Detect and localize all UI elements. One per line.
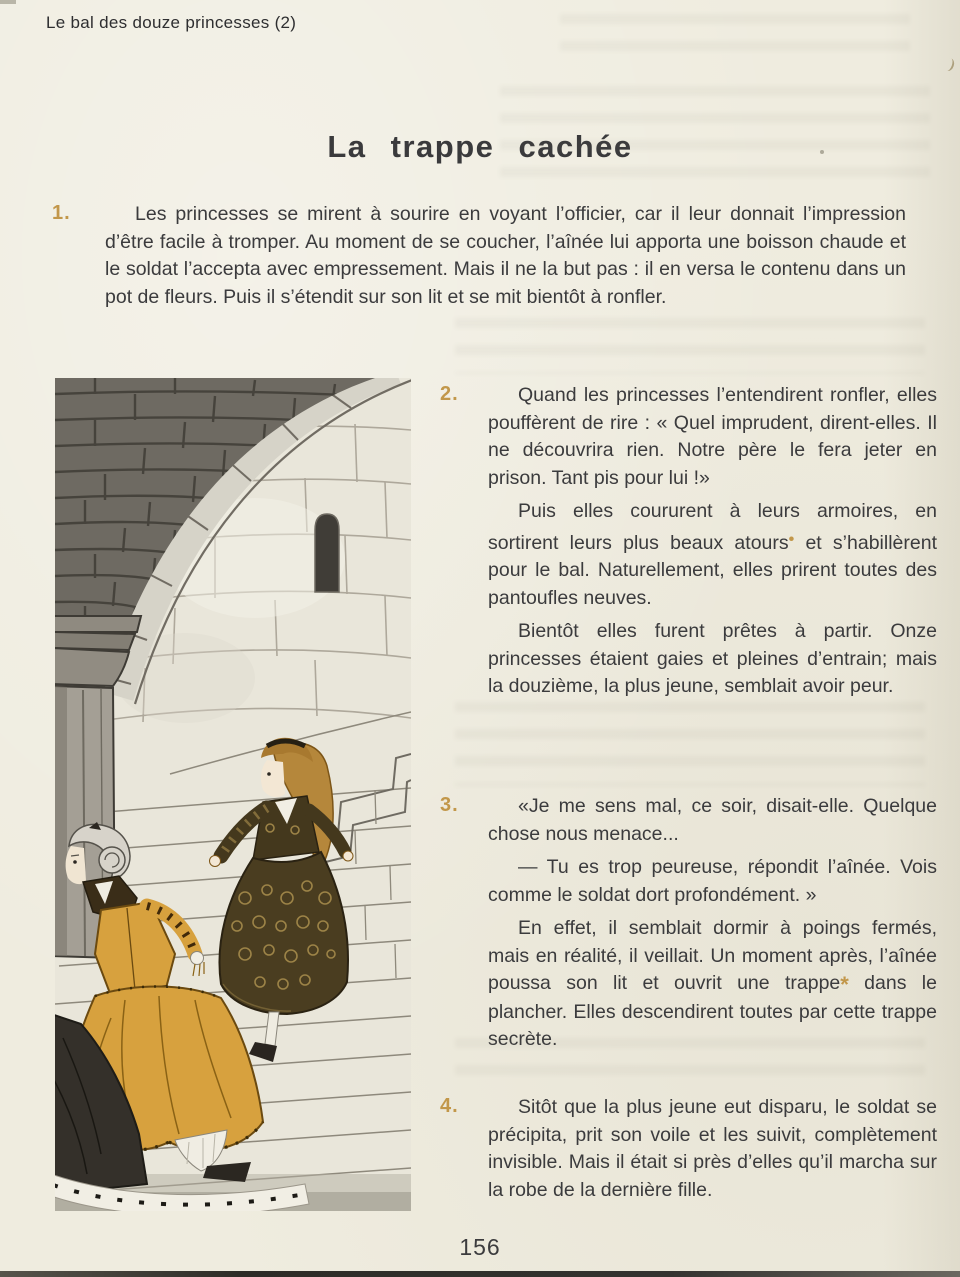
- story-paragraph: «Je me sens mal, ce soir, disait-elle. Quelque chose nous menace...: [488, 795, 937, 845]
- scan-speck: [942, 57, 956, 72]
- print-bleedthrough: [455, 318, 925, 374]
- story-paragraph: Sitôt que la plus jeune eut disparu, le soldat se précipita, prit son voile et les suivit, complètement invisible. Mais il était si près d’elles qu’il marcha sur la robe de la dernière fille.: [488, 1096, 937, 1201]
- section-body: [488, 382, 937, 701]
- story-paragraph: — Tu es trop peureuse, répondit l’aînée. Vois comme le soldat dort profondément. »: [488, 856, 937, 906]
- paragraph-text: dans le plancher. Elles descendirent toutes par cette trappe secrète.: [488, 972, 937, 1050]
- story-paragraph: Les princesses se mirent à sourire en voyant l’officier, car il leur donnait l’impression d’être facile à tromper. Au moment de se coucher, l’aînée lui apporta une boisson chaude et le soldat l’accepta avec empressement. Mais il ne la but pas : il en versa le contenu dans un pot de fleurs. Puis il s’étendit sur son lit et se mit bientôt à ronfler.: [105, 203, 906, 308]
- section-body: [488, 1094, 937, 1204]
- story-illustration: [55, 378, 411, 1211]
- story-paragraph: Quand les princesses l’entendirent ronfler, elles pouffèrent de rire : « Quel imprudent, dirent-elles. Il ne découvrira rien. Notre père le fera jeter en prison. Tant pis pour lui !»: [488, 384, 937, 489]
- paragraph-text: En effet, il semblait dormir à poings fermés, mais en réalité, il veillait. Un moment après, l’aînée poussa son lit et ouvrit une trappe: [488, 917, 937, 994]
- story-paragraph: [488, 915, 937, 1054]
- section-number-2: 2.: [440, 383, 459, 405]
- print-bleedthrough: [560, 14, 910, 66]
- story-section-2: [440, 382, 937, 701]
- paragraph-text: Puis elles coururent à leurs armoires, en sortirent leurs plus beaux atours: [488, 500, 937, 554]
- section-number-1: 1.: [52, 202, 71, 224]
- section-number-4: 4.: [440, 1095, 459, 1117]
- story-paragraph: [488, 498, 937, 612]
- running-header: Le bal des douze princesses (2): [46, 13, 297, 32]
- story-section-4: [440, 1094, 937, 1204]
- section-body: [488, 793, 937, 1054]
- section-body: [105, 201, 906, 311]
- scan-speck: [820, 150, 824, 154]
- scan-bottom-edge: [0, 1271, 960, 1277]
- story-section-3: [440, 793, 937, 1054]
- footnote-dot-marker: •: [788, 530, 795, 548]
- scan-edge-mark: [0, 0, 16, 4]
- section-number-3: 3.: [440, 794, 459, 816]
- story-paragraph: Bientôt elles furent prêtes à partir. Onze princesses étaient gaies et pleines d’entrain; mais la douzième, la plus jeune, semblait avoir peur.: [488, 620, 937, 697]
- page-number: 156: [459, 1234, 501, 1260]
- print-bleedthrough: [455, 702, 925, 786]
- story-section-1: [52, 201, 908, 311]
- paragraph-text: et s’habillèrent pour le bal. Naturellement, elles prirent toutes des pantoufles neuves.: [488, 531, 937, 609]
- arrow-slit-window: [315, 514, 339, 592]
- page-title: La trappe cachée: [327, 129, 633, 164]
- footnote-asterisk-marker: *: [840, 972, 849, 997]
